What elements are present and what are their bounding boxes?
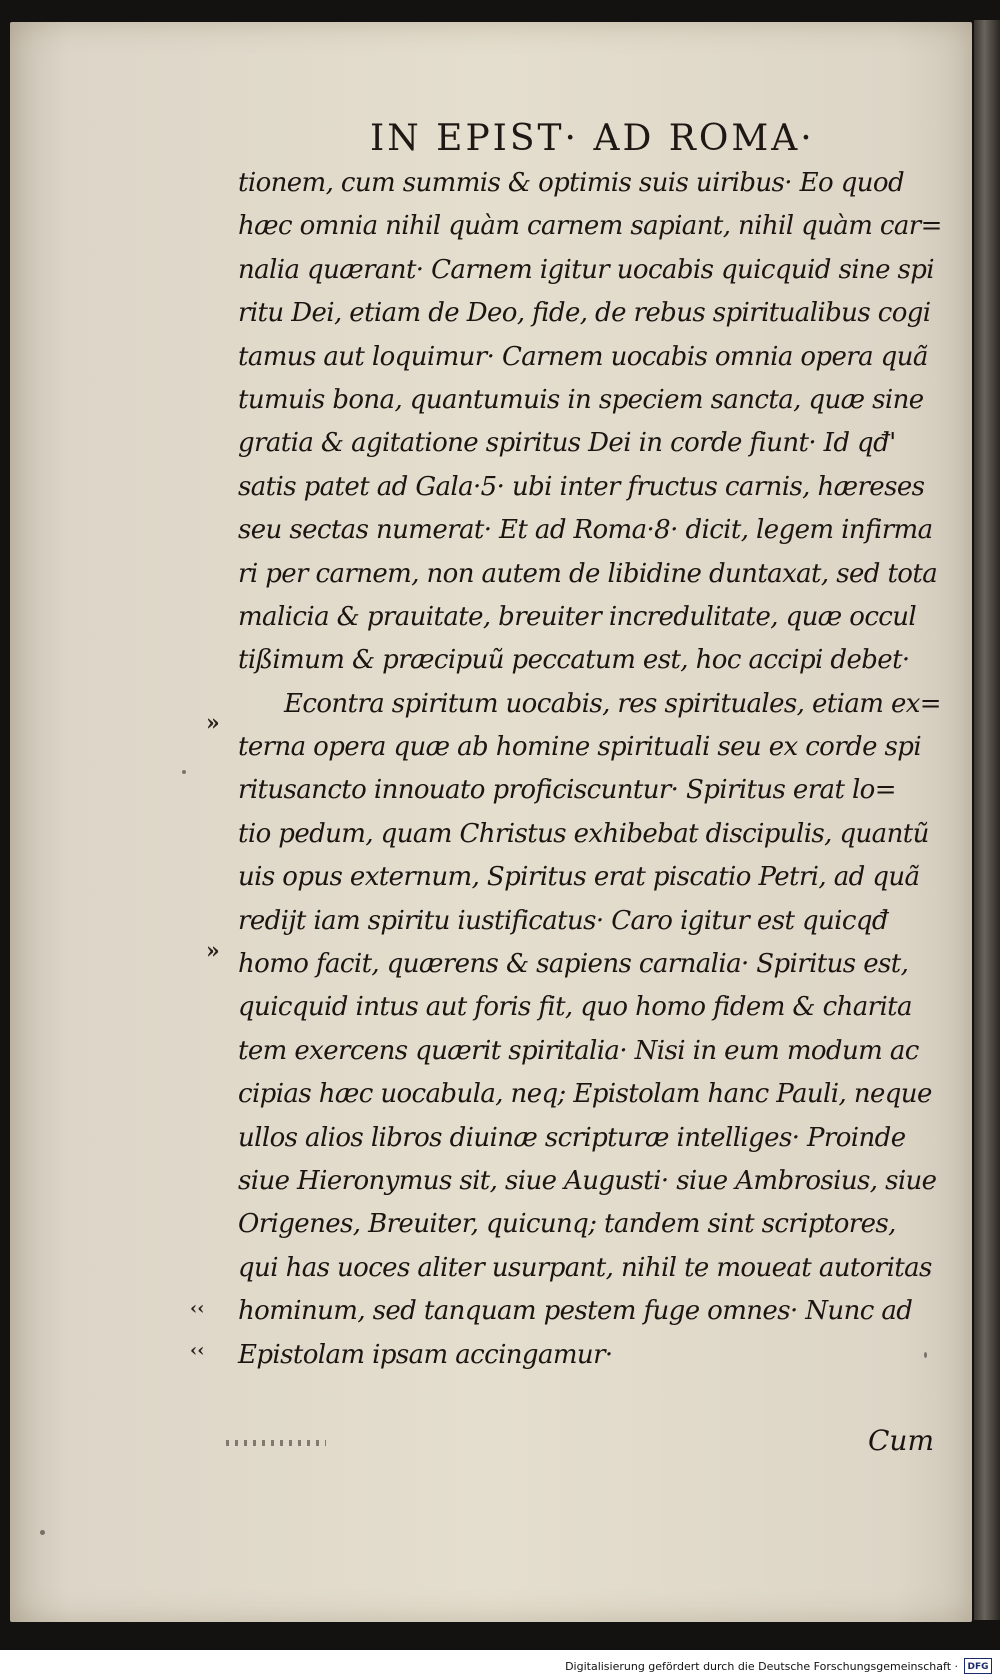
text-line: nalia quærant· Carnem igitur uocabis quicquid sine spi xyxy=(238,254,935,285)
digitization-credit: Digitalisierung gefördert durch die Deutsche Forschungsgemeinschaft · xyxy=(565,1660,958,1673)
text-line: uis opus externum, Spiritus erat piscatio Petri, ad quã xyxy=(238,862,920,893)
marginal-mark: ‹‹ xyxy=(190,1340,205,1361)
text-line: Origenes, Breuiter, quicunq; tandem sint scriptores, xyxy=(238,1209,896,1240)
text-line: malicia & prauitate, breuiter incredulitate, quæ occul xyxy=(238,601,917,632)
dfg-logo-icon: DFG xyxy=(964,1658,992,1674)
ink-speck xyxy=(182,770,186,774)
text-line: ritu Dei, etiam de Deo, fide, de rebus spiritualibus cogi xyxy=(238,298,931,329)
text-line: ri per carnem, non autem de libidine duntaxat, sed tota xyxy=(238,558,938,589)
text-line: tionem, cum summis & optimis suis uiribus· Eo quod xyxy=(238,168,904,198)
text-line: homo facit, quærens & sapiens carnalia· Spiritus est, xyxy=(238,949,909,980)
text-line: ullos alios libros diuinæ scripturæ intelliges· Proinde xyxy=(238,1122,906,1153)
marginal-mark: » xyxy=(206,938,220,964)
text-line: Econtra spiritum uocabis, res spirituales, etiam ex= xyxy=(284,688,941,719)
text-line: hæc omnia nihil quàm carnem sapiant, nihil quàm car= xyxy=(238,211,942,242)
text-line: siue Hieronymus sit, siue Augusti· siue Ambrosius, siue xyxy=(238,1165,937,1196)
text-line: Epistolam ipsam accingamur· xyxy=(238,1339,613,1370)
text-line: qui has uoces aliter usurpant, nihil te moueat autoritas xyxy=(238,1252,932,1283)
body-text xyxy=(238,162,942,1377)
text-line: rediјt iam spiritu iustificatus· Caro igitur est quicqđ xyxy=(238,905,888,936)
marginal-mark: » xyxy=(206,710,220,736)
marginal-mark: ‹‹ xyxy=(190,1298,205,1319)
text-line: tem exercens quærit spiritalia· Nisi in eum modum ac xyxy=(238,1035,919,1066)
text-line: satis patet ad Gala·5· ubi inter fructus carnis, hæreses xyxy=(238,471,925,502)
ink-speck xyxy=(40,1530,45,1535)
ink-speck xyxy=(924,1352,927,1358)
book-edge xyxy=(974,20,1000,1620)
text-line: terna opera quæ ab homine spirituali seu ex corde spi xyxy=(238,732,922,763)
text-line: hominum, sed tanquam pestem fuge omnes· Nunc ad xyxy=(238,1296,913,1327)
text-line: ritusancto innouato proficiscuntur· Spiritus erat lo= xyxy=(238,775,896,806)
text-line: cipias hæc uocabula, neq; Epistolam hanc Pauli, neque xyxy=(238,1079,932,1110)
catchword: Cum xyxy=(868,1424,935,1457)
text-line: tamus aut loquimur· Carnem uocabis omnia opera quã xyxy=(238,341,928,372)
running-head: IN EPIST· AD ROMA· xyxy=(370,118,815,159)
text-line: tißimum & præcipuũ peccatum est, hoc accipi debet· xyxy=(238,645,910,676)
text-line: quicquid intus aut foris fit, quo homo fidem & charita xyxy=(238,992,912,1023)
text-line: tumuis bona, quantumuis in speciem sancta, quæ sine xyxy=(238,384,924,415)
signature-mark xyxy=(226,1440,326,1446)
text-line: gratia & agitatione spiritus Dei in corde fiunt· Id qđ' xyxy=(238,428,896,459)
text-line: tio pedum, quam Christus exhibebat discipulis, quantũ xyxy=(238,818,929,849)
text-line: seu sectas numerat· Et ad Roma·8· dicit, legem infirma xyxy=(238,515,933,546)
